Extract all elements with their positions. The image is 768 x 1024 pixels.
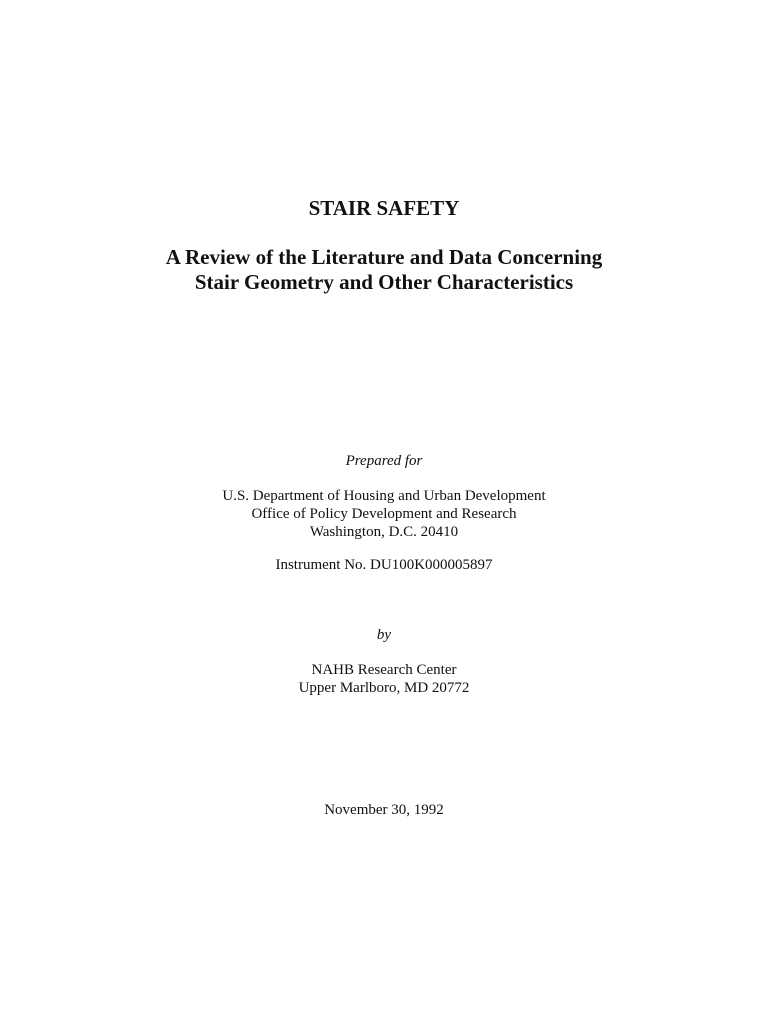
subtitle-line-1: A Review of the Literature and Data Concerning — [165, 245, 603, 269]
instrument-number: Instrument No. DU100K000005897 — [275, 557, 493, 573]
author-block — [0, 661, 768, 697]
sponsor-line-1: U.S. Department of Housing and Urban Development — [222, 488, 546, 504]
subtitle-line-2: Stair Geometry and Other Characteristics — [194, 270, 574, 294]
author-line-1: NAHB Research Center — [311, 662, 457, 678]
author-line-2: Upper Marlboro, MD 20772 — [298, 680, 470, 696]
sponsor-block — [0, 487, 768, 541]
document-title: STAIR SAFETY — [308, 196, 460, 220]
document-subtitle — [0, 245, 768, 295]
sponsor-line-2: Office of Policy Development and Research — [251, 506, 517, 522]
document-date: November 30, 1992 — [324, 802, 444, 818]
by-label: by — [376, 627, 392, 643]
sponsor-line-3: Washington, D.C. 20410 — [309, 524, 459, 540]
prepared-for-label: Prepared for — [345, 453, 423, 469]
